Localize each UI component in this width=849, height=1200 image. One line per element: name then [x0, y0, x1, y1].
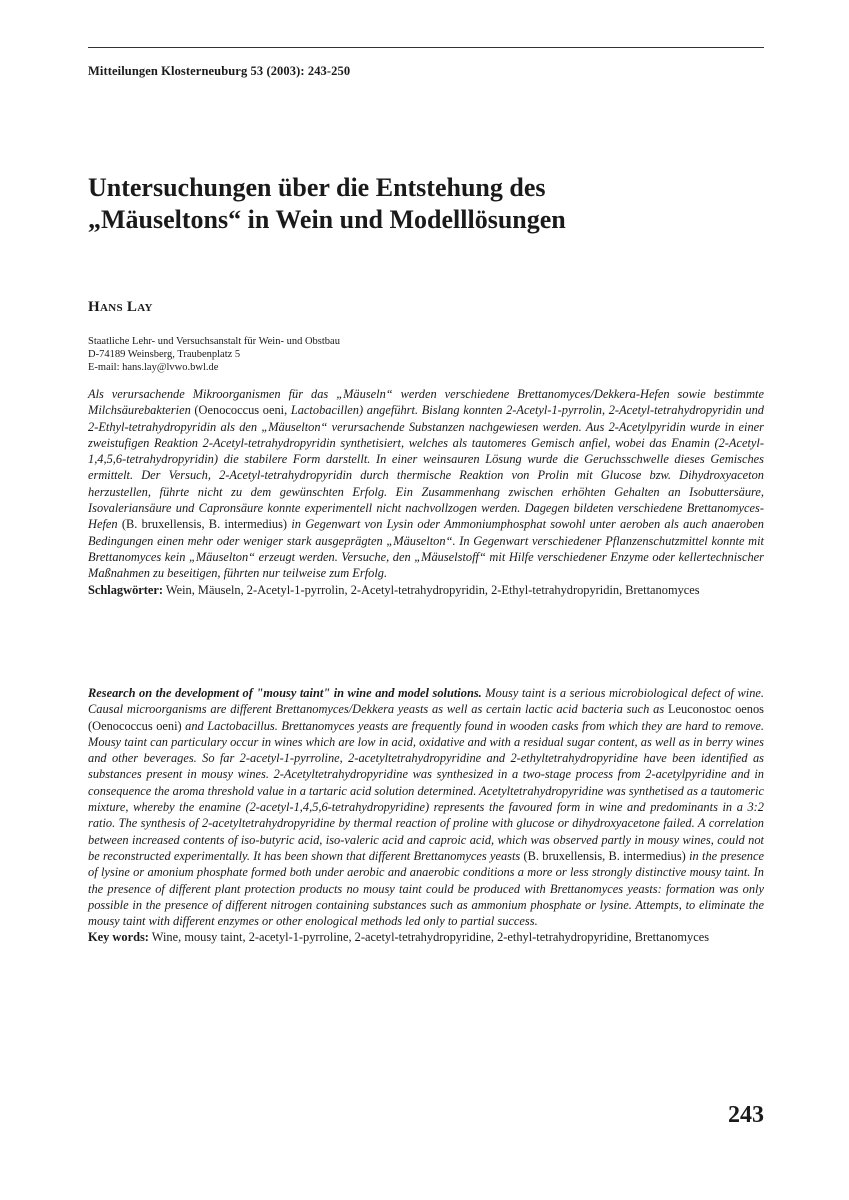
- title-line-1: Untersuchungen über die Entstehung des: [88, 173, 546, 202]
- abstract-german-body: Als verursachende Mikroorganismen für das „Mäuseln“ werden verschiedene Brettanomyces/Dekkera-Hefen sowie bestimmte Milchsäurebakterien (Oenococcus oeni, Lactobacillen) angeführt. Bislang konnten 2-Acetyl-1-pyrrolin, 2-Acetyl-tetrahydropyridin und 2-Ethyl-tetrahydropyridin als den „Mäuselton“ verursachende Substanzen nachgewiesen werden. Aus 2-Acetylpyridin wurde in einer zweistufigen Reaktion 2-Acetyl-tetrahydropyridin synthetisiert, welches als tautomeres Gemisch anfiel, wobei das Enamin (2-Acetyl-1,4,5,6-tetrahydropyridin) die stabilere Form darstellt. In einer weinsauren Lösung wurde die Geruchsschwelle dieses Gemisches ermittelt. Der Versuch, 2-Acetyl-tetrahydropyridin durch thermische Reaktion von Prolin mit Glucose bzw. Dihydroxyaceton herzustellen, führte nicht zu dem gewünschten Erfolg. Ein Zusammenhang zwischen erhöhten Gehalten an Isobuttersäure, Isovaleriansäure und Capronsäure konnte experimentell nicht nachvollzogen werden. Dagegen bildeten verschiedene Brettanomyces-Hefen (B. bruxellensis, B. intermedius) in Gegenwart von Lysin oder Ammoniumphosphat sowohl unter aeroben als auch anaeroben Bedingungen einen mehr oder weniger stark ausgeprägten „Mäuselton“. In Gegenwart verschiedener Pflanzenschutzmittel konnte mit Brettanomyces kein „Mäuselton“ erzeugt werden. Versuche, den „Mäuselstoff“ mit Hilfe verschiedener Enzyme oder kellertechnischer Maßnahmen zu beseitigen, führten nur teilweise zum Erfolg.: [88, 387, 765, 581]
- abstract-english-body: Research on the development of "mousy taint" in wine and model solutions. Mousy taint is a serious microbiological defect of wine. Causal microorganisms are different Brettanomyces/Dekkera yeasts as well as certain lactic acid bacteria such as Leuconostoc oenos (Oenococcus oeni) and Lactobacillus. Brettanomyces yeasts are frequently found in wooden casks from which they are hard to remove. Mousy taint can particulary occur in wines which are low in acid, oxidative and with a residual sugar content, as well as in berry wines and other beverages. So far 2-acetyl-1-pyrroline, 2-acetyltetrahydropyridine and 2-ethyltetrahydropyridine have been identified as substances present in mousy wines. 2-Acetyltetrahydropyridine was synthesized in a two-stage process from 2-acetylpyridine and in consequence the aroma threshold value in a tartaric acid solution determined. Acetyltetrahydropyridine was synthetised as a tautomeric mixture, whereby the enamine (2-acetyl-1,4,5,6-tetrahydropyridine) represents the favoured form in wine and predominants in a 3:2 ratio. The synthesis of 2-acetyltetrahydropyridine by thermal reaction of proline with glucose or dihydroxyacetone failed. A correlation between increased contents of iso-butyric acid, iso-valeric acid and caproic acid, which was observed partly in mousy wines, could not be reconstructed experimentally. It has been shown that different Brettanomyces yeasts (B. bruxellensis, B. intermedius) in the presence of lysine or amonium phosphate formed both under aerobic and anaerobic conditions a more or less strongly distinctive mousy taint. In the presence of different plant protection products no mousy taint could be produced with Brettanomyces yeasts: formation was only possible in the presence of different nitrogen containing substances such as ammonium phosphate or lysine. Attempts, to eliminate the mousy taint with different enzymes or other enological methods led only to partial success.: [88, 686, 764, 929]
- abstract-english: [88, 685, 764, 946]
- affiliation: [88, 335, 340, 374]
- abstract-german: [88, 386, 764, 598]
- page-number: 243: [728, 1102, 764, 1128]
- header-rule: [88, 47, 764, 48]
- article-title: [88, 172, 764, 236]
- affiliation-address: D-74189 Weinsberg, Traubenplatz 5: [88, 349, 241, 360]
- journal-citation: Mitteilungen Klosterneuburg 53 (2003): 243-250: [88, 64, 351, 78]
- title-line-2: „Mäuseltons“ in Wein und Modelllösungen: [88, 205, 566, 234]
- author-name: Hans Lay: [88, 299, 153, 315]
- affiliation-email: E-mail: hans.lay@lvwo.bwl.de: [88, 362, 219, 373]
- keywords-german: Schlagwörter: Wein, Mäuseln, 2-Acetyl-1-pyrrolin, 2-Acetyl-tetrahydropyridin, 2-Ethyl-tetrahydropyridin, Brettanomyces: [88, 582, 700, 597]
- keywords-english: Key words: Wine, mousy taint, 2-acetyl-1-pyrroline, 2-acetyl-tetrahydropyridine, 2-ethyl-tetrahydropyridine, Brettanomyces: [88, 930, 710, 945]
- affiliation-institute: Staatliche Lehr- und Versuchsanstalt für Wein- und Obstbau: [88, 336, 340, 347]
- abstract-english-title: Research on the development of "mousy taint" in wine and model solutions.: [88, 686, 482, 700]
